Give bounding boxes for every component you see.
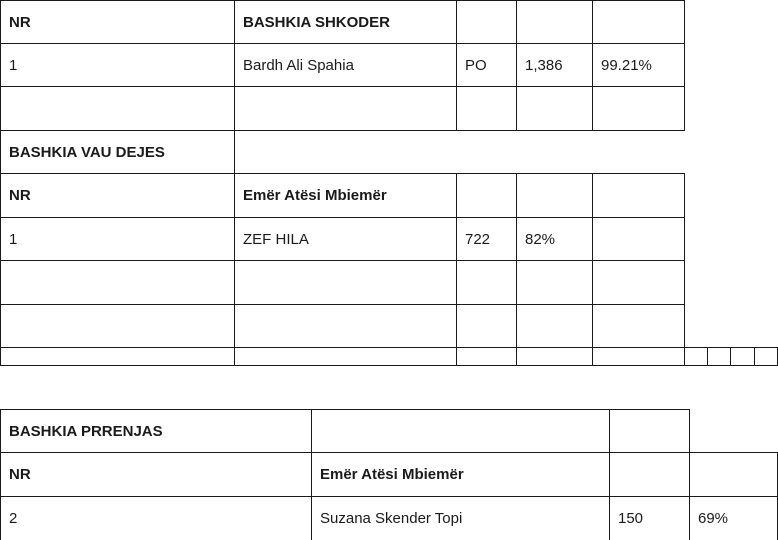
table-cell	[609, 409, 690, 453]
candidate-nr: 2	[0, 496, 312, 540]
table-cell	[592, 86, 685, 131]
table-cell	[234, 86, 457, 131]
candidate-status: PO	[456, 43, 517, 87]
table-cell	[234, 304, 457, 348]
table-cell	[516, 304, 593, 348]
candidate-name: ZEF HILA	[234, 217, 457, 261]
table-cell	[456, 86, 517, 131]
table-cell	[689, 452, 778, 497]
thin-cell	[730, 347, 755, 366]
table-cell	[456, 260, 517, 305]
candidate-nr: 1	[0, 43, 235, 87]
table-cell	[592, 0, 685, 44]
candidate-percent: 99.21%	[592, 43, 685, 87]
header-bashkia-shkoder: BASHKIA SHKODER	[234, 0, 457, 44]
table-cell	[592, 217, 685, 261]
thin-cell	[684, 347, 708, 366]
table-cell	[456, 173, 517, 218]
table-cell	[234, 260, 457, 305]
candidate-percent: 82%	[516, 217, 593, 261]
table-cell	[234, 130, 685, 174]
table-cell	[592, 260, 685, 305]
table-cell	[592, 304, 685, 348]
header-bashkia-prrenjas: BASHKIA PRRENJAS	[0, 409, 312, 453]
thin-cell	[456, 347, 517, 366]
candidate-votes: 1,386	[516, 43, 593, 87]
candidate-name: Bardh Ali Spahia	[234, 43, 457, 87]
table-cell	[0, 304, 235, 348]
thin-cell	[516, 347, 593, 366]
candidate-votes: 722	[456, 217, 517, 261]
thin-cell	[754, 347, 778, 366]
table-cell	[311, 409, 610, 453]
table-cell	[592, 173, 685, 218]
table-cell	[516, 0, 593, 44]
header-full-name: Emër Atësi Mbiemër	[234, 173, 457, 218]
table-cell	[0, 260, 235, 305]
header-nr: NR	[0, 452, 312, 497]
thin-cell	[707, 347, 731, 366]
candidate-name: Suzana Skender Topi	[311, 496, 610, 540]
header-full-name: Emër Atësi Mbiemër	[311, 452, 610, 497]
table-cell	[0, 86, 235, 131]
table-cell	[456, 0, 517, 44]
table-cell	[516, 86, 593, 131]
candidate-nr: 1	[0, 217, 235, 261]
header-bashkia-vau-dejes: BASHKIA VAU DEJES	[0, 130, 235, 174]
thin-cell	[0, 347, 235, 366]
table-cell	[516, 173, 593, 218]
thin-cell	[234, 347, 457, 366]
candidate-percent: 69%	[689, 496, 778, 540]
header-nr: NR	[0, 173, 235, 218]
table-cell	[456, 304, 517, 348]
candidate-votes: 150	[609, 496, 690, 540]
header-nr: NR	[0, 0, 235, 44]
table-cell	[516, 260, 593, 305]
table-cell	[609, 452, 690, 497]
thin-cell	[592, 347, 685, 366]
